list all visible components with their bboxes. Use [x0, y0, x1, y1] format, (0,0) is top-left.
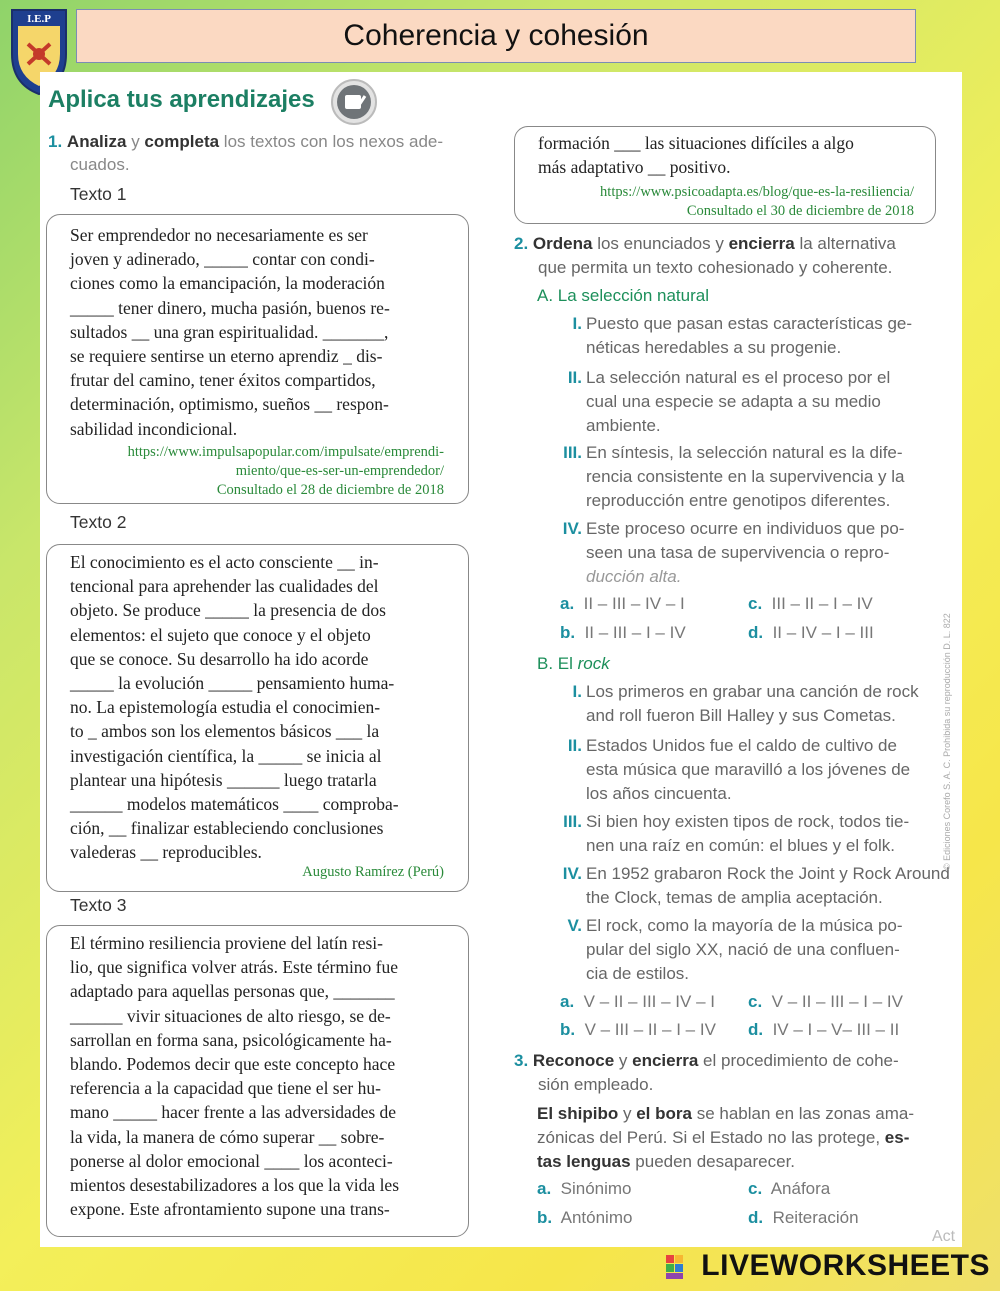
page-title: Coherencia y cohesión: [76, 9, 916, 63]
copyright-note: © Ediciones Corefo S. A. C. Prohibida su reproducción D. L. 822: [942, 613, 952, 870]
option-key: c.: [748, 594, 763, 613]
text-line: ______ modelos matemáticos ____ comproba-: [70, 794, 399, 815]
text-line: El término resiliencia proviene del latín resi-: [70, 933, 383, 953]
example-bold: El shipibo: [537, 1104, 619, 1123]
text-line: blando. Podemos decir que este concepto hace: [70, 1054, 396, 1075]
texto2-box: [46, 544, 469, 892]
text-line: to _ ambos son los elementos básicos ___ la: [70, 721, 380, 742]
item-line: cia de estilos.: [586, 964, 689, 983]
item-line: En síntesis, la selección natural es la dife-: [586, 443, 903, 462]
item-line: Estados Unidos fue el caldo de cultivo de: [586, 736, 897, 755]
option-key: b.: [537, 1208, 553, 1227]
option-value: Reiteración: [772, 1208, 859, 1227]
q2b-option-b[interactable]: [560, 1020, 716, 1040]
q3-option-c[interactable]: [748, 1179, 830, 1199]
option-value: III – II – I – IV: [771, 594, 873, 613]
question-1: [48, 130, 478, 176]
text-line: tencional para aprehender las cualidades del: [70, 576, 379, 597]
texto1-label: Texto 1: [70, 184, 127, 204]
item-line: and roll fueron Bill Halley y sus Cometas.: [586, 706, 896, 725]
roman-numeral: III.: [563, 443, 582, 462]
item-line: ducción alta.: [586, 567, 682, 586]
option-key: b.: [560, 1020, 576, 1039]
text-line: referencia a la capacidad que tiene el ser hu-: [70, 1078, 381, 1099]
q2a-option-a[interactable]: [560, 594, 685, 614]
roman-numeral: I.: [572, 682, 582, 701]
q1-number: 1.: [48, 132, 63, 151]
q2-bold2: encierra: [728, 234, 795, 253]
section-title: Aplica tus aprendizajes: [48, 86, 315, 113]
option-value: V – II – III – IV – I: [583, 992, 715, 1011]
example-bold: tas lenguas: [537, 1152, 631, 1171]
item-line: Este proceso ocurre en individuos que po-: [586, 519, 905, 538]
text-line: frutar del camino, tener éxitos compartidos,: [70, 370, 376, 391]
option-key: c.: [748, 1179, 763, 1198]
texto1-box: [46, 214, 469, 504]
text-line: plantear una hipótesis ______ luego tratarla: [70, 769, 377, 790]
q3-example: [537, 1102, 937, 1174]
item-line: esta música que maravilló a los jóvenes de: [586, 760, 911, 779]
text-line: se requiere sentirse un eterno aprendiz _ dis-: [70, 346, 383, 367]
text-line: _____ tener dinero, mucha pasión, buenos re-: [70, 297, 390, 318]
texto3-body: [70, 931, 444, 1221]
texto3-cont-body: [538, 131, 914, 179]
q3-text2: el procedimiento de cohe-: [703, 1051, 899, 1070]
q2a-option-c[interactable]: [748, 594, 873, 614]
option-value: II – III – I – IV: [584, 623, 686, 642]
source-line: Consultado el 28 de diciembre de 2018: [216, 482, 444, 498]
q2b-option-a[interactable]: [560, 992, 715, 1012]
q2-bold1: Ordena: [532, 234, 593, 253]
source-line: Consultado el 30 de diciembre de 2018: [686, 203, 914, 219]
q3-bold2: encierra: [632, 1051, 699, 1070]
q2-text3: que permita un texto cohesionado y coherente.: [538, 258, 893, 277]
text-line: mano _____ hacer frente a las adversidades de: [70, 1102, 397, 1123]
q2b-title: [537, 652, 610, 675]
text-line: ciones como la emancipación, la moderación: [70, 273, 385, 294]
text-line: expone. Este afrontamiento supone una trans-: [70, 1199, 390, 1220]
roman-numeral: III.: [563, 812, 582, 831]
q3-option-d[interactable]: [748, 1208, 859, 1228]
text-line: investigación científica, la _____ se inicia al: [70, 745, 382, 766]
item-line: Los primeros en grabar una canción de rock: [586, 682, 919, 701]
item-line: ambiente.: [586, 416, 661, 435]
q2a-option-b[interactable]: [560, 623, 686, 643]
act-label: Act: [932, 1228, 956, 1245]
option-key: d.: [748, 1208, 764, 1227]
text-line: ción, __ finalizar estableciendo conclusiones: [70, 818, 384, 839]
question-3: [514, 1049, 954, 1097]
q1-text1: y: [131, 132, 140, 151]
q1-text2: los textos con los nexos ade-: [223, 132, 444, 151]
item-line: reproducción entre genotipos diferentes.: [586, 491, 891, 510]
q2b-title-italic: rock: [577, 654, 610, 673]
item-line: los años cincuenta.: [586, 784, 732, 803]
example-bold: el bora: [636, 1104, 692, 1123]
item-line: rencia consistente en la supervivencia y la: [586, 467, 905, 486]
q3-option-b[interactable]: [537, 1208, 632, 1228]
text-line: ponerse al dolor emocional ____ los aconteci-: [70, 1150, 393, 1171]
roman-numeral: I.: [572, 314, 582, 333]
option-value: V – II – III – I – IV: [771, 992, 903, 1011]
text-line: lio, que significa volver atrás. Este término fue: [70, 957, 399, 978]
option-key: d.: [748, 1020, 764, 1039]
logo-text: I.E.P: [27, 13, 51, 25]
source-line: https://www.impulsapopular.com/impulsate/emprendi-: [127, 444, 444, 460]
source-line: miento/que-es-ser-un-emprendedor/: [235, 463, 444, 479]
q1-text3: cuados.: [70, 155, 130, 174]
texto3-label: Texto 3: [70, 895, 127, 915]
item-line: cual una especie se adapta a su medio: [586, 392, 881, 411]
q3-bold1: Reconoce: [532, 1051, 615, 1070]
item-line: the Clock, temas de amplia aceptación.: [586, 888, 883, 907]
q3-option-a[interactable]: [537, 1179, 632, 1199]
question-2: [514, 232, 954, 280]
q3-number: 3.: [514, 1051, 529, 1070]
pencil-notebook-icon: [330, 78, 378, 126]
text-line: adaptado para aquellas personas que, _______: [70, 981, 395, 1002]
option-value: Antónimo: [560, 1208, 633, 1227]
item-line: nen una raíz en común: el blues y el folk.: [586, 836, 896, 855]
option-value: Anáfora: [770, 1179, 831, 1198]
text-line: elementos: el sujeto que conoce y el objeto: [70, 624, 371, 645]
roman-numeral: V.: [567, 916, 582, 935]
q2b-option-d[interactable]: [748, 1020, 899, 1040]
q1-bold1: Analiza: [66, 132, 127, 151]
text-line: sabilidad incondicional.: [70, 418, 238, 439]
worksheet: [40, 72, 962, 1247]
texto2-body: [70, 550, 444, 865]
text-line: _____ la evolución _____ pensamiento huma-: [70, 673, 395, 694]
texto2-author: Augusto Ramírez (Perú): [302, 864, 444, 880]
q1-bold2: completa: [144, 132, 220, 151]
item-line: seen una tasa de supervivencia o repro-: [586, 543, 890, 562]
option-value: II – IV – I – III: [772, 623, 874, 642]
option-value: IV – I – V– III – II: [772, 1020, 900, 1039]
example-text: y: [622, 1104, 632, 1123]
example-text: pueden desaparecer.: [635, 1152, 796, 1171]
example-text: zónicas del Perú. Si el Estado no las protege,: [537, 1128, 881, 1147]
item-line: En 1952 grabaron Rock the Joint y Rock Around: [586, 864, 950, 883]
option-value: Sinónimo: [560, 1179, 632, 1198]
texto1-body: [70, 223, 444, 441]
text-line: mientos desestabilizadores a los que la vida les: [70, 1175, 400, 1196]
text-line: Ser emprendedor no necesariamente es ser: [70, 225, 368, 245]
roman-numeral: II.: [567, 368, 582, 387]
item-line: pular del siglo XX, nació de una confluen-: [586, 940, 900, 959]
item-line: La selección natural es el proceso por el: [586, 368, 891, 387]
option-value: V – III – II – I – IV: [584, 1020, 716, 1039]
roman-numeral: IV.: [562, 864, 582, 883]
q2a-title: A. La selección natural: [537, 286, 709, 305]
source-line: https://www.psicoadapta.es/blog/que-es-la-resiliencia/: [600, 184, 914, 200]
text-line: sarrollan en forma sana, psicológicamente ha-: [70, 1029, 392, 1050]
texto3-source: [535, 183, 914, 221]
item-line: Si bien hoy existen tipos de rock, todos tie-: [586, 812, 910, 831]
q2a-option-d[interactable]: [748, 623, 874, 643]
q2b-title-text: B. El: [537, 654, 573, 673]
option-value: II – III – IV – I: [583, 594, 685, 613]
text-line: la vida, la manera de cómo superar __ sobre-: [70, 1126, 385, 1147]
option-key: c.: [748, 992, 763, 1011]
q2-text1: los enunciados y: [597, 234, 724, 253]
text-line: objeto. Se produce _____ la presencia de dos: [70, 600, 386, 621]
item-line: néticas heredables a su progenie.: [586, 338, 842, 357]
option-key: a.: [560, 992, 575, 1011]
q3-text3: sión empleado.: [538, 1075, 654, 1094]
text-line: formación ___ las situaciones difíciles a algo: [538, 133, 854, 153]
example-text: se hablan en las zonas ama-: [696, 1104, 915, 1123]
text-line: más adaptativo __ positivo.: [538, 157, 731, 178]
option-key: a.: [537, 1179, 552, 1198]
liveworksheets-logo-icon: [666, 1255, 692, 1279]
liveworksheets-watermark: [666, 1249, 990, 1283]
text-line: que se conoce. Su desarrollo ha ido acorde: [70, 648, 369, 669]
text-line: sultados __ una gran espiritualidad. _______,: [70, 321, 389, 342]
text-line: El conocimiento es el acto consciente __ in-: [70, 552, 379, 572]
text-line: ______ vivir situaciones de alto riesgo, se de-: [70, 1005, 391, 1026]
texto3-continuation-box: [514, 126, 936, 224]
texto2-label: Texto 2: [70, 512, 127, 532]
option-key: a.: [560, 594, 575, 613]
text-line: no. La epistemología estudia el conocimien-: [70, 697, 381, 718]
item-line: El rock, como la mayoría de la música po-: [586, 916, 903, 935]
text-line: joven y adinerado, _____ contar con condi-: [70, 249, 375, 270]
item-line: Puesto que pasan estas características ge-: [586, 314, 913, 333]
texto1-source: [67, 443, 444, 500]
roman-numeral: IV.: [562, 519, 582, 538]
q2-number: 2.: [514, 234, 529, 253]
option-key: d.: [748, 623, 764, 642]
text-line: determinación, optimismo, sueños __ respon-: [70, 394, 389, 415]
text-line: valederas __ reproducibles.: [70, 842, 262, 863]
q3-text1: y: [618, 1051, 628, 1070]
roman-numeral: II.: [567, 736, 582, 755]
option-key: b.: [560, 623, 576, 642]
watermark-text: LIVEWORKSHEETS: [701, 1249, 990, 1282]
q2b-option-c[interactable]: [748, 992, 903, 1012]
texto3-box: [46, 925, 469, 1237]
example-bold: es-: [884, 1128, 910, 1147]
q2-text2: la alternativa: [799, 234, 896, 253]
